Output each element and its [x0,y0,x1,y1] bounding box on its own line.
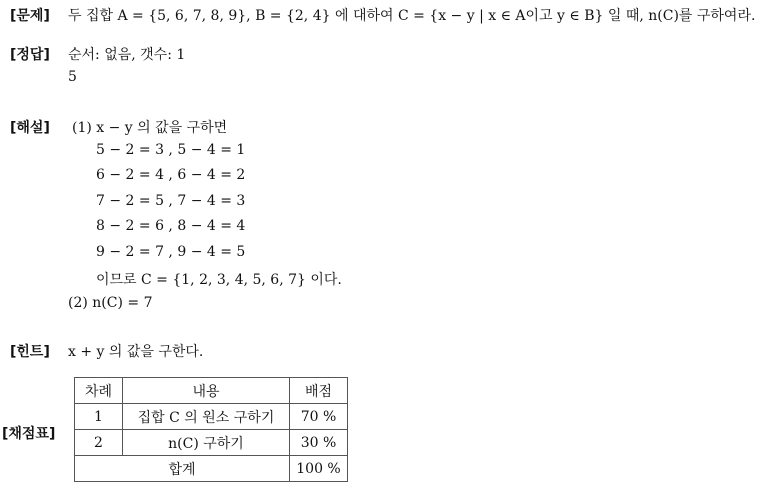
problem-text: 두 집합 A = {5, 6, 7, 8, 9}, B = {2, 4} 에 대하여 C = {x − y | x ∈ A이고 y ∈ B} 일 때, n(C)를 구하여라. [68,8,756,24]
scoring-table [74,377,348,482]
row-content: n(C) 구하기 [123,430,290,456]
scoring-label: [채점표] [2,426,56,442]
explanation-label: [해설] [10,120,50,136]
table-total-row [75,456,348,482]
header-content: 내용 [123,378,290,404]
row-content: 집합 C 의 원소 구하기 [123,404,290,430]
calc-line: 5 − 2 = 3 , 5 − 4 = 1 [96,142,246,158]
calc-line: 9 − 2 = 7 , 9 − 4 = 5 [96,244,246,260]
explanation-conclusion: 이므로 C = {1, 2, 3, 4, 5, 6, 7} 이다. [96,272,342,288]
table-row [75,404,348,430]
header-points: 배점 [290,378,348,404]
answer-label: [정답] [10,47,50,63]
row-points: 70 % [290,404,348,430]
hint-text: x + y 의 값을 구한다. [68,344,204,360]
table-header-row [75,378,348,404]
hint-label: [힌트] [10,344,50,360]
calc-line: 6 − 2 = 4 , 6 − 4 = 2 [96,167,246,183]
answer-line-1: 순서: 없음, 갯수: 1 [68,47,186,63]
row-order: 2 [75,430,123,456]
explanation-step-1: (1) x − y 의 값을 구하면 [72,120,228,136]
row-order: 1 [75,404,123,430]
header-order: 차례 [75,378,123,404]
table-row [75,430,348,456]
problem-label: [문제] [10,8,50,24]
row-points: 30 % [290,430,348,456]
total-label: 합계 [75,456,290,482]
calc-line: 7 − 2 = 5 , 7 − 4 = 3 [96,193,246,209]
calc-line: 8 − 2 = 6 , 8 − 4 = 4 [96,218,246,234]
explanation-step-2: (2) n(C) = 7 [68,295,153,311]
total-points: 100 % [290,456,348,482]
answer-line-2: 5 [68,69,77,85]
